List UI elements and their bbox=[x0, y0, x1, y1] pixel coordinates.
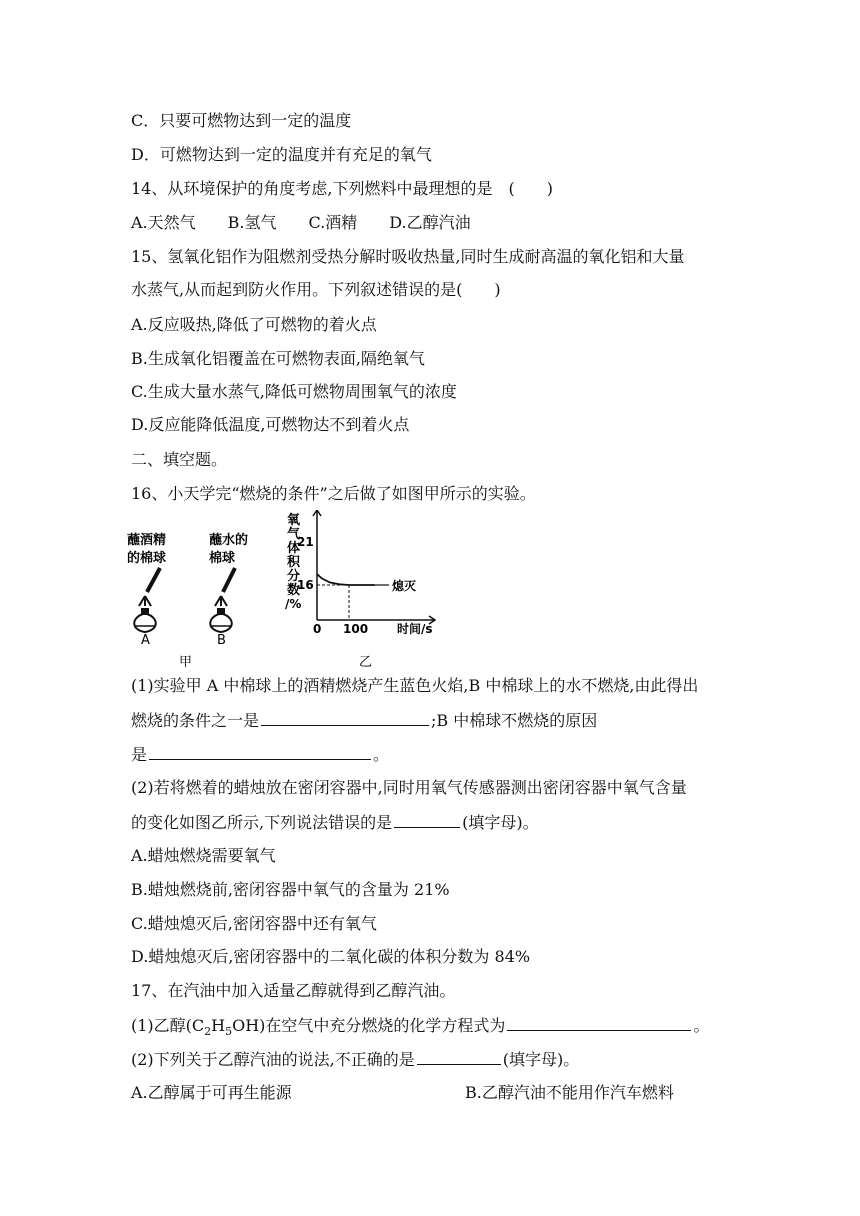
answer-blank-reason[interactable] bbox=[149, 743, 371, 760]
y-tick-21: 21 bbox=[297, 535, 314, 549]
q16-part1-text2: ;B 中棉球不燃烧的原因 bbox=[431, 711, 598, 730]
label-b-bottom: 棉球 bbox=[209, 551, 236, 566]
x-axis-label: 时间/s bbox=[397, 622, 433, 636]
svg-text:/%: /% bbox=[285, 597, 302, 611]
svg-text:分: 分 bbox=[287, 569, 301, 584]
q16-part1-line3 bbox=[131, 743, 389, 766]
q16-part2-line1: (2)若将燃着的蜡烛放在密闭容器中,同时用氧气传感器测出密闭容器中氧气含量 bbox=[131, 778, 687, 797]
section-heading: 二、填空题。 bbox=[131, 450, 228, 469]
q17-stem: 17、在汽油中加入适量乙醇就得到乙醇汽油。 bbox=[131, 981, 456, 1000]
q15-stem-line1: 15、氢氧化铝作为阻燃剂受热分解时吸收热量,同时生成耐高温的氧化铝和大量 bbox=[131, 247, 685, 266]
q17-option-a: A.乙醇属于可再生能源 bbox=[131, 1083, 292, 1102]
subscript-5: 5 bbox=[225, 1025, 233, 1039]
caption-yi: 乙 bbox=[359, 655, 373, 670]
alcohol-lamp-b bbox=[210, 596, 232, 632]
q16-part1-text: 燃烧的条件之一是 bbox=[131, 711, 260, 730]
q15-option-d: D.反应能降低温度,可燃物达不到着火点 bbox=[131, 415, 410, 434]
q16-part1-text3: 是 bbox=[131, 745, 148, 764]
answer-blank-condition[interactable] bbox=[261, 709, 429, 726]
q13-option-c: C．只要可燃物达到一定的温度 bbox=[131, 111, 352, 130]
subscript-2: 2 bbox=[204, 1025, 212, 1039]
y-tick-16: 16 bbox=[297, 578, 314, 592]
q15-option-b: B.生成氧化铝覆盖在可燃物表面,隔绝氧气 bbox=[131, 349, 425, 368]
q16-stem: 16、小天学完“燃烧的条件”之后做了如图甲所示的实验。 bbox=[131, 484, 536, 503]
annotation-extinguish: 熄灭 bbox=[392, 579, 417, 593]
label-a-top: 蘸酒精 bbox=[127, 533, 167, 548]
answer-blank-q17[interactable] bbox=[417, 1048, 501, 1065]
label-b-top: 蘸水的 bbox=[209, 533, 249, 548]
q16-option-c: C.蜡烛熄灭后,密闭容器中还有氧气 bbox=[131, 914, 377, 933]
tongs-b bbox=[223, 568, 235, 592]
q15-option-a: A.反应吸热,降低了可燃物的着火点 bbox=[131, 315, 377, 334]
lamp-b-label: B bbox=[217, 633, 226, 648]
oxygen-chart bbox=[297, 510, 435, 670]
svg-text:气: 气 bbox=[287, 527, 301, 542]
q16-part2-line2 bbox=[131, 811, 539, 834]
q17-part2-text: (2)下列关于乙醇汽油的说法,不正确的是 bbox=[131, 1050, 415, 1069]
svg-text:积: 积 bbox=[287, 555, 301, 570]
q16-part1-line2 bbox=[131, 709, 597, 732]
q16-option-d: D.蜡烛熄灭后,密闭容器中的二氧化碳的体积分数为 84% bbox=[131, 947, 531, 966]
lamp-a-label: A bbox=[141, 633, 150, 648]
series-line bbox=[317, 574, 375, 585]
q16-option-a: A.蜡烛燃烧需要氧气 bbox=[131, 846, 276, 865]
q16-part1-line1: (1)实验甲 A 中棉球上的酒精燃烧产生蓝色火焰,B 中棉球上的水不燃烧,由此得出 bbox=[131, 676, 699, 695]
q17-part1-h: H bbox=[211, 1016, 226, 1035]
x-tick-0: 0 bbox=[313, 622, 322, 636]
alcohol-lamp-a bbox=[134, 596, 156, 632]
label-a-bottom: 的棉球 bbox=[127, 551, 167, 566]
svg-text:体: 体 bbox=[287, 541, 301, 556]
q15-option-c: C.生成大量水蒸气,降低可燃物周围氧气的浓度 bbox=[131, 382, 457, 401]
answer-blank-choice[interactable] bbox=[394, 811, 460, 828]
q16-part1-text4: 。 bbox=[373, 745, 390, 764]
q16-part2-text: 的变化如图乙所示,下列说法错误的是 bbox=[131, 813, 393, 832]
svg-text:数: 数 bbox=[287, 583, 301, 598]
q16-option-b: B.蜡烛燃烧前,密闭容器中氧气的含量为 21% bbox=[131, 880, 450, 899]
q15-stem-line2: 水蒸气,从而起到防火作用。下列叙述错误的是( ) bbox=[131, 280, 501, 299]
q16-part2-text2: (填字母)。 bbox=[462, 813, 539, 832]
tongs-a bbox=[147, 568, 160, 592]
q17-part2 bbox=[131, 1048, 579, 1071]
q13-option-d: D．可燃物达到一定的温度并有充足的氧气 bbox=[131, 145, 432, 164]
q16-figure bbox=[125, 510, 455, 670]
q17-part1-text3: 。 bbox=[693, 1016, 710, 1035]
q17-part1-text2: OH)在空气中充分燃烧的化学方程式为 bbox=[232, 1016, 506, 1035]
svg-text:氧: 氧 bbox=[287, 513, 301, 528]
q17-option-b: B.乙醇汽油不能用作汽车燃料 bbox=[465, 1083, 674, 1102]
y-axis-label bbox=[285, 512, 301, 611]
q17-part1 bbox=[131, 1014, 709, 1043]
answer-blank-equation[interactable] bbox=[507, 1014, 691, 1031]
experiment-figure bbox=[125, 510, 455, 670]
x-tick-100: 100 bbox=[343, 622, 369, 636]
q14-stem: 14、从环境保护的角度考虑,下列燃料中最理想的是 ( ) bbox=[131, 179, 553, 198]
q14-options: A.天然气 B.氢气 C.酒精 D.乙醇汽油 bbox=[131, 213, 471, 232]
q17-part2-text2: (填字母)。 bbox=[502, 1050, 580, 1069]
caption-jia: 甲 bbox=[179, 655, 193, 670]
q17-part1-text: (1)乙醇(C bbox=[131, 1016, 205, 1035]
